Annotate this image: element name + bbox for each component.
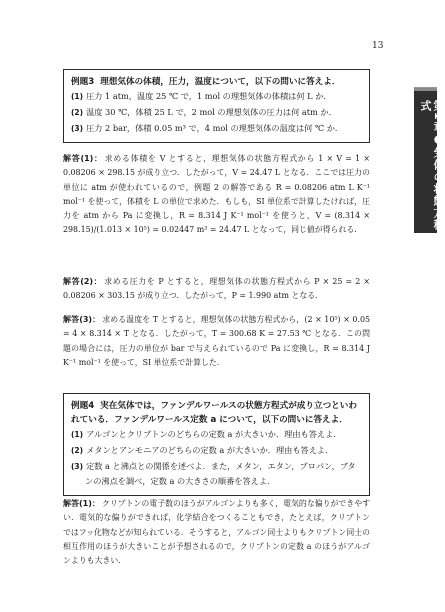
answer-text: 求める圧力を P とすると，理想気体の状態方程式から P × 25 = 2 × 0.08206 × 303.15 が成り立つ．したがって，P = 1.990 atm となる． bbox=[63, 277, 370, 301]
answer-label: 解答(3)： bbox=[63, 315, 101, 324]
answer-3-3 bbox=[63, 313, 370, 370]
example-4-label: 例題4 bbox=[71, 401, 95, 411]
item-text: 温度 30 ℃，体積 25 L で，2 mol の理想気体の圧力は何 atm か． bbox=[86, 106, 337, 117]
item-number: (2) bbox=[71, 107, 84, 117]
answer-text: 求める体積を V とすると，理想気体の状態方程式から 1 × V = 1 × 0.08206 × 298.15 が成り立つ．したがって，V = 24.47 L となる．ここでは圧力の単位に atm が使われているので，例題 2 の解答である R = 0.08206 atm L K⁻¹ mol⁻¹ を使って，体積を L の単位で求めた．もしも，SI 単位系で計算したければ，圧力を atm から Pa に変換し，R = 8.314 J K⁻¹ mol⁻¹ を使うと，V = (8.314 × 298.15)/(1.013 × 10⁵) = 0.02447 m³ = 24.47 L となって，同じ値が得られる． bbox=[63, 154, 370, 235]
item-text: 圧力 1 atm，温度 25 ℃ で，1 mol の理想気体の体積は何 L か． bbox=[86, 91, 332, 101]
example-4-title: 実在気体では，ファンデルワールスの状態方程式が成り立つといわれている．ファンデルワールス定数 a について，以下の問いに答えよ． bbox=[71, 401, 357, 425]
chapter-tab-label: 第1章●気体の状態方程式 bbox=[419, 100, 445, 231]
item-text: メタンとアンモニアのどちらの定数 a が大きいか．理由も答えよ． bbox=[86, 444, 334, 455]
item-number: (1) bbox=[71, 430, 84, 439]
answer-text: クリプトンの電子数のほうがアルゴンよりも多く，電気的な偏りができやすい．電気的な偏りができれば，化学結合をつくることもでき，たとえば，クリプトンではフッ化物などが知られている．そうすると，アルゴン同士よりもクリプトン同士の相互作用のほうが大きいことが予想されるので，クリプトンの定数 a のほうがアルゴンよりも大きい． bbox=[63, 499, 370, 566]
answer-3-1 bbox=[63, 152, 370, 238]
example-3-item-2 bbox=[71, 105, 362, 121]
example-3-box bbox=[63, 69, 370, 143]
item-text: アルゴンとクリプトンのどちらの定数 a が大きいか．理由も答えよ． bbox=[86, 429, 342, 439]
example-3-item-3 bbox=[71, 121, 362, 137]
answer-label: 解答(1)： bbox=[63, 499, 100, 508]
example-3-item-1 bbox=[71, 89, 362, 105]
chapter-tab bbox=[414, 87, 445, 233]
example-3-title: 理想気体の体積，圧力，温度について，以下の問いに答えよ． bbox=[100, 77, 341, 87]
example-4-item-1 bbox=[71, 427, 362, 443]
example-3-heading bbox=[71, 75, 362, 89]
item-number: (3) bbox=[71, 461, 84, 471]
example-4-heading bbox=[71, 399, 362, 427]
example-4-item-3 bbox=[71, 459, 362, 490]
chapter-tab-band bbox=[414, 88, 437, 91]
item-text: 圧力 2 bar，体積 0.05 m³ で，4 mol の理想気体の温度は何 ℃ か． bbox=[86, 122, 344, 133]
answer-4-1 bbox=[63, 497, 370, 568]
item-number: (3) bbox=[71, 123, 84, 133]
page-number: 13 bbox=[372, 41, 384, 51]
answer-label: 解答(1)： bbox=[63, 154, 103, 163]
answer-3-2 bbox=[63, 275, 370, 304]
example-4-item-2 bbox=[71, 443, 362, 459]
answer-text: 求める温度を T とすると，理想気体の状態方程式から，(2 × 10⁵) × 0.05 = 4 × 8.314 × T となる．したがって，T = 300.68 K = 27.53 ℃ となる．この問題の場合には，圧力の単位が bar で与えられているので Pa に変換し，R = 8.314 J K⁻¹ mol⁻¹ を使って，SI 単位系で計算した． bbox=[63, 315, 370, 367]
answer-label: 解答(2)： bbox=[63, 277, 103, 286]
item-text: 定数 a と沸点との関係を述べよ．また，メタン，エタン，プロパン，ブタンの沸点を調べ，定数 a の大きさの順番を答えよ． bbox=[85, 460, 356, 487]
item-number: (1) bbox=[71, 92, 84, 101]
item-number: (2) bbox=[71, 445, 84, 455]
example-3-label: 例題3 bbox=[71, 77, 95, 87]
example-4-box bbox=[63, 393, 370, 496]
